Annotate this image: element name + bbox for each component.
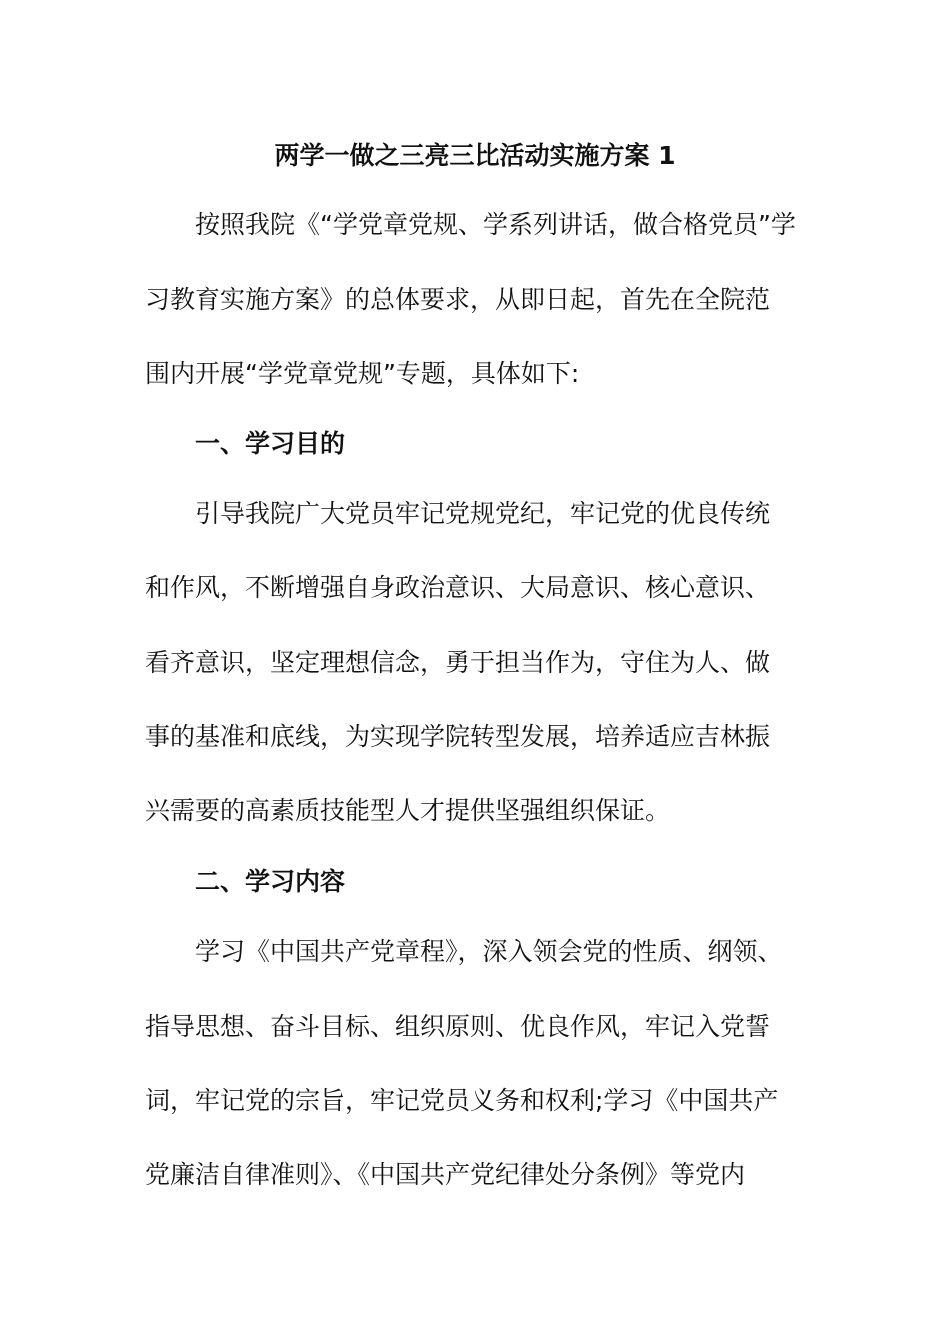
paragraph-line: 指导思想、奋斗目标、组织原则、优良作风，牢记入党誓 <box>145 1012 771 1041</box>
paragraph-line: 看齐意识，坚定理想信念，勇于担当作为，守住为人、做 <box>145 648 771 677</box>
paragraph-line: 和作风，不断增强自身政治意识、大局意识、核心意识、 <box>145 573 771 602</box>
document-title: 两学一做之三亮三比活动实施方案 1 <box>274 141 676 170</box>
paragraph-line: 习教育实施方案》的总体要求，从即日起，首先在全院范 <box>145 285 771 314</box>
section-heading-1: 一、学习目的 <box>195 429 346 458</box>
paragraph-line: 学习《中国共产党章程》，深入领会党的性质、纲领、 <box>195 937 783 966</box>
section-heading-2: 二、学习内容 <box>195 867 346 896</box>
paragraph-line: 词，牢记党的宗旨，牢记党员义务和权利;学习《中国共产 <box>145 1086 779 1115</box>
paragraph-line: 兴需要的高素质技能型人才提供坚强组织保证。 <box>145 796 671 825</box>
paragraph-line: 围内开展“学党章党规”专题，具体如下: <box>145 359 580 388</box>
paragraph-line: 党廉洁自律准则》、《中国共产党纪律处分条例》等党内 <box>145 1160 746 1189</box>
paragraph-line: 引导我院广大党员牢记党规党纪，牢记党的优良传统 <box>195 499 771 528</box>
paragraph-line: 事的基准和底线，为实现学院转型发展，培养适应吉林振 <box>145 722 771 751</box>
paragraph-line: 按照我院《“学党章党规、学系列讲话，做合格党员”学 <box>195 210 796 239</box>
